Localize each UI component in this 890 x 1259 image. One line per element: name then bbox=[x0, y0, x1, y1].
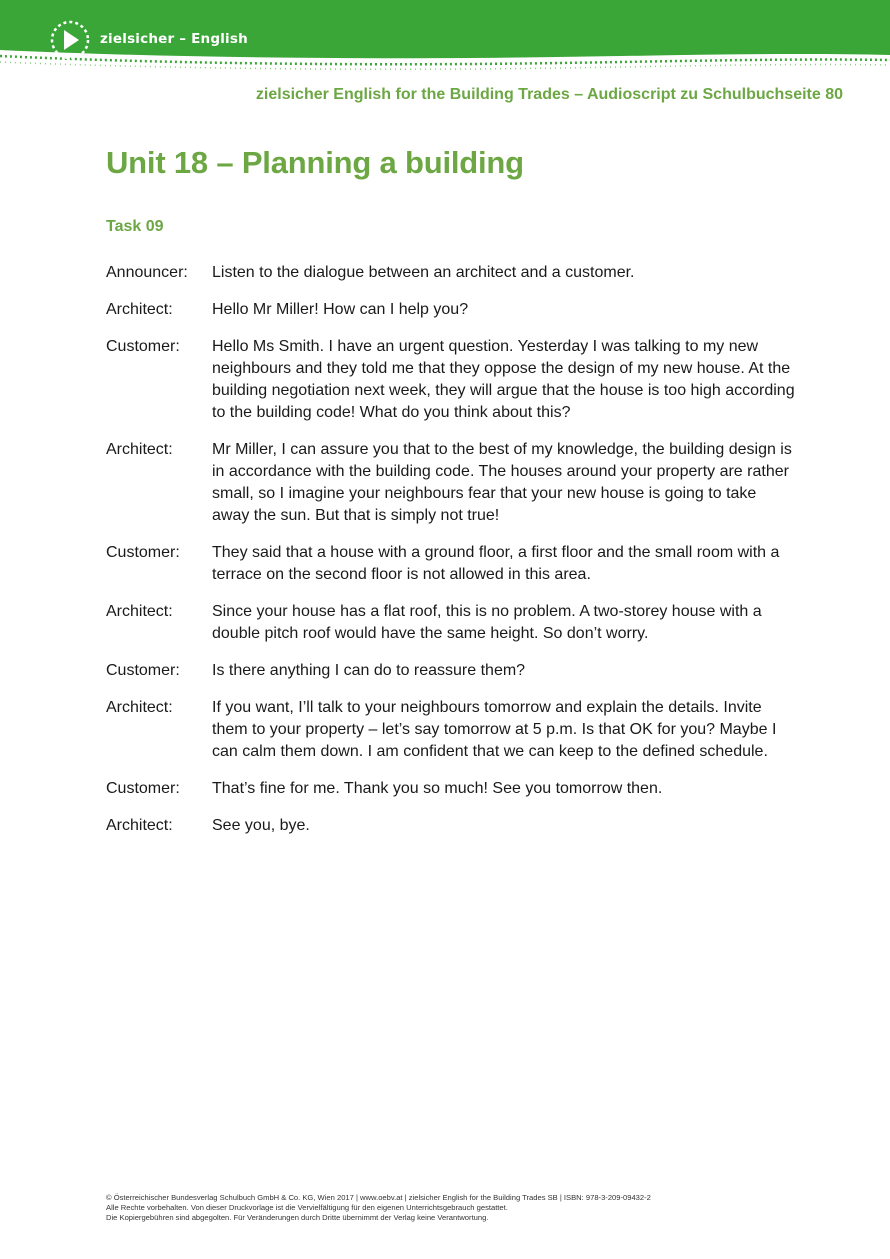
dialogue-line bbox=[106, 299, 796, 321]
speaker: Announcer: bbox=[106, 264, 188, 281]
footer-line: © Österreichischer Bundesverlag Schulbuch GmbH & Co. KG, Wien 2017 | www.oebv.at | zielsicher English for the Building Trades SB | ISBN: 978-3-209-09432-2 bbox=[106, 1193, 651, 1202]
utterance: Hello Ms Smith. I have an urgent question. Yesterday I was talking to my new neighbours and they told me that they oppose the design of my new house. At the building negotiation next week, they will argue that the house is too high according to the building code! What do you think about this? bbox=[212, 338, 795, 421]
dialogue-line bbox=[106, 601, 796, 645]
page-title: Unit 18 – Planning a building bbox=[106, 145, 524, 180]
utterance: See you, bye. bbox=[212, 817, 310, 834]
speaker: Architect: bbox=[106, 699, 173, 716]
footer-line: Die Kopiergebühren sind abgegolten. Für Veränderungen durch Dritte übernimmt der Verlag keine Verantwortung. bbox=[106, 1213, 489, 1222]
dialogue-line bbox=[106, 336, 796, 424]
speaker: Architect: bbox=[106, 441, 173, 458]
dialogue-line bbox=[106, 697, 796, 763]
dialogue-line bbox=[106, 815, 796, 837]
utterance: If you want, I’ll talk to your neighbours tomorrow and explain the details. Invite them to your property – let’s say tomorrow at 5 p.m. Is that OK for you? Maybe I can calm them down. I am confident that we can keep to the defined schedule. bbox=[212, 699, 777, 760]
speaker: Architect: bbox=[106, 301, 173, 318]
speaker: Customer: bbox=[106, 544, 180, 561]
brand-name: zielsicher – English bbox=[100, 31, 248, 47]
copyright-footer bbox=[106, 1193, 806, 1223]
dialogue-line bbox=[106, 439, 796, 527]
utterance: Mr Miller, I can assure you that to the best of my knowledge, the building design is in accordance with the building code. The houses around your property are rather small, so I imagine your neighbours fear that your new house is going to take away the sun. But that is simply not true! bbox=[212, 441, 792, 524]
dialogue-line bbox=[106, 778, 796, 800]
footer-line: Alle Rechte vorbehalten. Von dieser Druckvorlage ist die Vervielfältigung für den eigenen Unterrichtsgebrauch gestattet. bbox=[106, 1203, 508, 1212]
utterance: Is there anything I can do to reassure them? bbox=[212, 662, 526, 679]
speaker: Customer: bbox=[106, 780, 180, 797]
utterance: Since your house has a flat roof, this is no problem. A two-storey house with a double pitch roof would have the same height. So don’t worry. bbox=[212, 603, 762, 642]
speaker: Customer: bbox=[106, 662, 180, 679]
utterance: Listen to the dialogue between an architect and a customer. bbox=[212, 264, 635, 281]
speaker: Customer: bbox=[106, 338, 180, 355]
dialogue-line bbox=[106, 542, 796, 586]
utterance: They said that a house with a ground floor, a first floor and the small room with a terrace on the second floor is not allowed in this area. bbox=[212, 544, 780, 583]
page-subtitle: zielsicher English for the Building Trades – Audioscript zu Schulbuchseite 80 bbox=[255, 86, 843, 103]
dialogue-line bbox=[106, 660, 796, 682]
speaker: Architect: bbox=[106, 817, 173, 834]
dialogue-line bbox=[106, 262, 796, 284]
dialogue bbox=[106, 262, 796, 852]
task-label: Task 09 bbox=[106, 218, 164, 235]
play-icon bbox=[48, 19, 92, 63]
utterance: Hello Mr Miller! How can I help you? bbox=[212, 301, 469, 318]
utterance: That’s fine for me. Thank you so much! See you tomorrow then. bbox=[212, 780, 663, 797]
speaker: Architect: bbox=[106, 603, 173, 620]
